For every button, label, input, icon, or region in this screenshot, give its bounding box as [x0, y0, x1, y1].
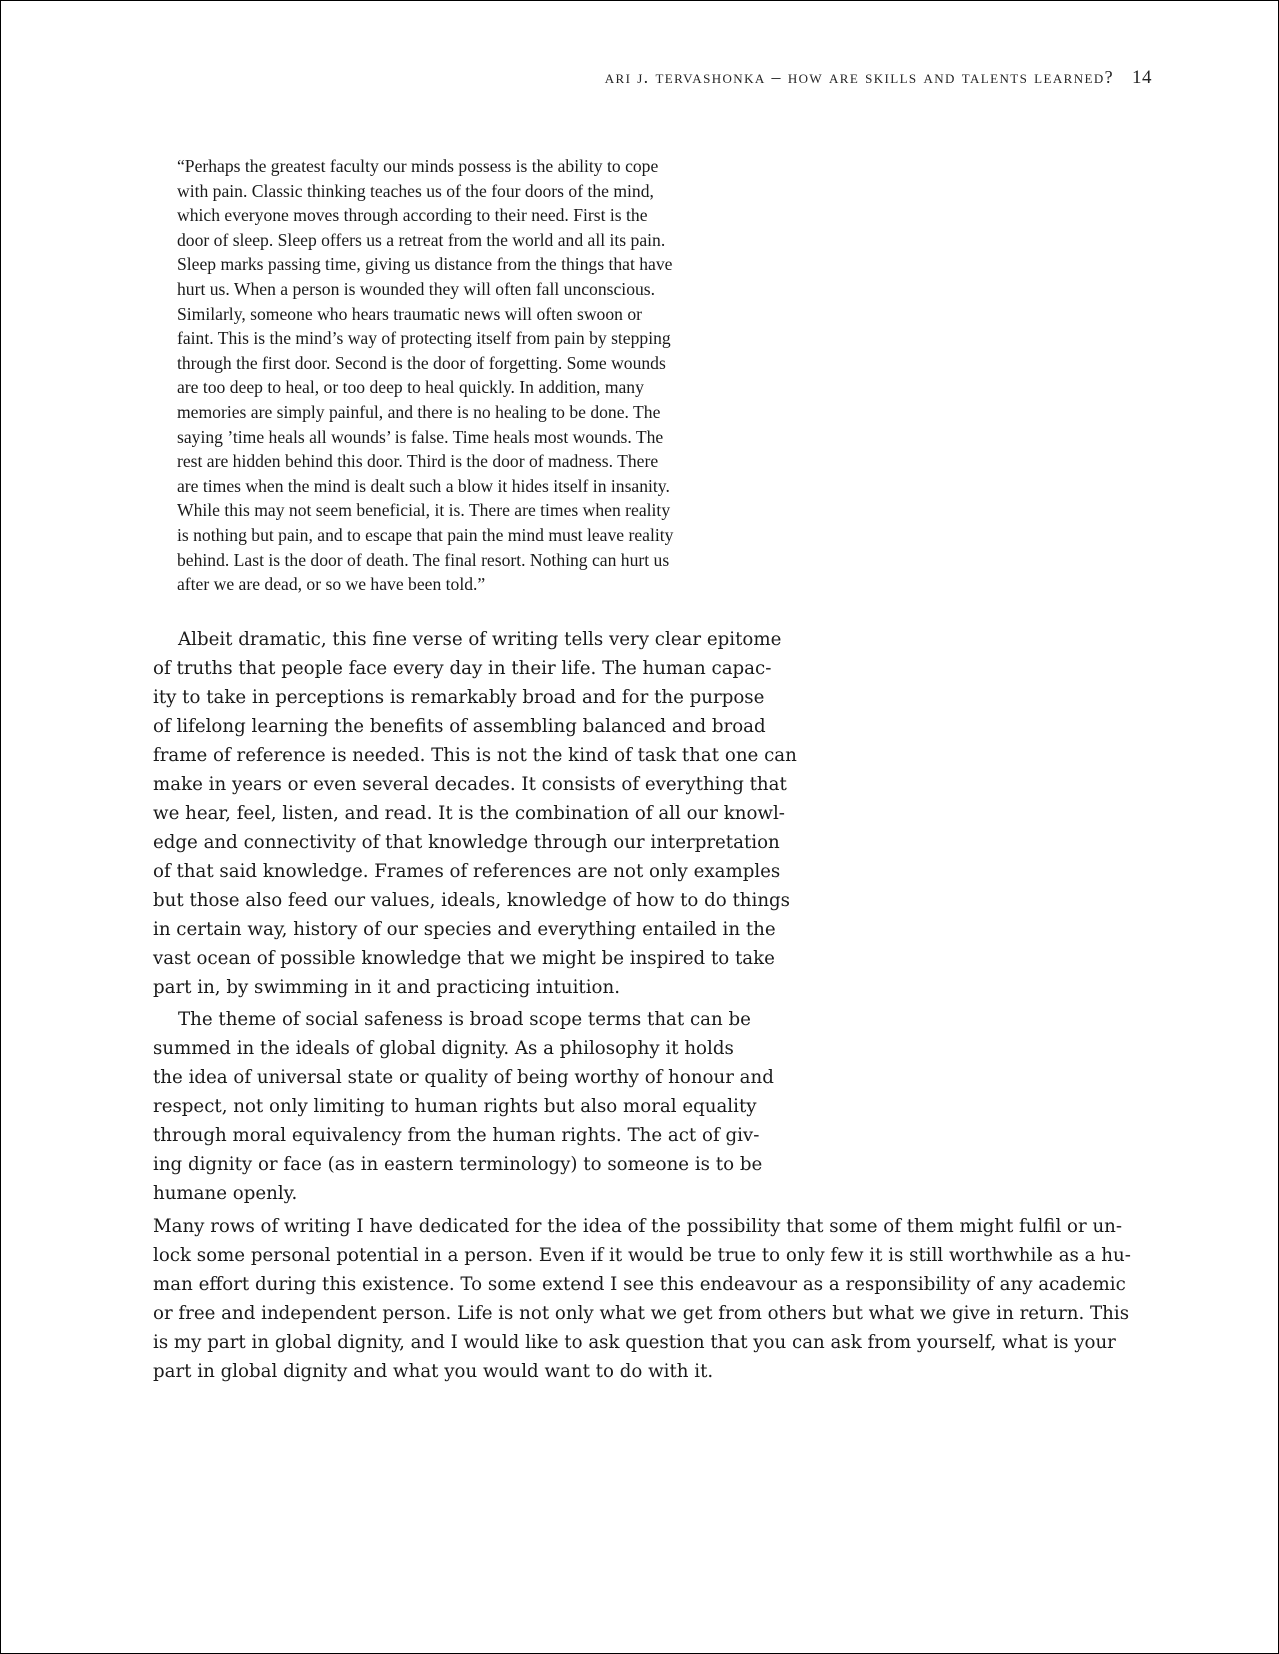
quote-line: with pain. Classic thinking teaches us of the four doors of the mind, — [177, 180, 654, 201]
running-title: ari j. tervashonka – how are skills and talents learned? — [604, 67, 1114, 87]
paragraph-line: of lifelong learning the benefits of assembling balanced and broad — [153, 716, 766, 737]
quote-line: are times when the mind is dealt such a blow it hides itself in insanity. — [177, 475, 670, 496]
paragraph-line: man effort during this existence. To some extend I see this endeavour as a responsibility of any academic — [153, 1274, 1126, 1295]
paragraph-line: ity to take in perceptions is remarkably broad and for the purpose — [153, 687, 765, 708]
quote-line: hurt us. When a person is wounded they will often fall unconscious. — [177, 278, 656, 299]
paragraph-line: we hear, feel, listen, and read. It is the combination of all our knowl- — [153, 803, 785, 824]
quote-line: is nothing but pain, and to escape that pain the mind must leave reality — [177, 524, 674, 545]
paragraph-line: humane openly. — [153, 1183, 298, 1204]
quote-line: While this may not seem beneficial, it is. There are times when reality — [177, 500, 671, 521]
quote-line: which everyone moves through according to their need. First is the — [177, 205, 648, 226]
quote-line: saying ’time heals all wounds’ is false. Time heals most wounds. The — [177, 426, 664, 447]
paragraph-line: the idea of universal state or quality of being worthy of honour and — [153, 1067, 774, 1088]
paragraph-line: summed in the ideals of global dignity. As a philosophy it holds — [153, 1038, 734, 1059]
paragraph-line: Albeit dramatic, this fine verse of writing tells very clear epitome — [178, 629, 782, 650]
quote-line: “Perhaps the greatest faculty our minds possess is the ability to cope — [177, 156, 659, 176]
paragraph-1 — [153, 625, 813, 1002]
paragraph-line: of that said knowledge. Frames of references are not only examples — [153, 861, 781, 882]
paragraph-line: respect, not only limiting to human rights but also moral equality — [153, 1096, 757, 1117]
quote-line: door of sleep. Sleep offers us a retreat from the world and all its pain. — [177, 229, 666, 250]
quote-line: faint. This is the mind’s way of protecting itself from pain by stepping — [177, 328, 671, 349]
paragraph-2 — [153, 1005, 813, 1208]
paragraph-line: make in years or even several decades. It consists of everything that — [153, 774, 787, 795]
paragraph-line: part in, by swimming in it and practicing intuition. — [153, 977, 620, 998]
running-header — [605, 67, 1152, 89]
quote-line: rest are hidden behind this door. Third is the door of madness. There — [177, 451, 659, 472]
paragraph-3 — [153, 1212, 1153, 1386]
paragraph-line: of truths that people face every day in their life. The human capac- — [153, 658, 772, 679]
quote-line: through the first door. Second is the door of forgetting. Some wounds — [177, 352, 666, 373]
quote-line: memories are simply painful, and there is no healing to be done. The — [177, 401, 661, 422]
paragraph-line: lock some personal potential in a person. Even if it would be true to only few it is still worthwhile as a hu- — [153, 1245, 1131, 1266]
paragraph-line: or free and independent person. Life is not only what we get from others but what we give in return. This — [153, 1303, 1130, 1324]
block-quote — [177, 154, 777, 597]
quote-line: behind. Last is the door of death. The final resort. Nothing can hurt us — [177, 549, 670, 570]
paragraph-line: ing dignity or face (as in eastern terminology) to someone is to be — [153, 1154, 763, 1175]
paragraph-line: frame of reference is needed. This is not the kind of task that one can — [153, 745, 797, 766]
paragraph-line: but those also feed our values, ideals, knowledge of how to do things — [153, 890, 791, 911]
paragraph-line: edge and connectivity of that knowledge through our interpretation — [153, 832, 780, 853]
paragraph-line: Many rows of writing I have dedicated for the idea of the possibility that some of them might fulfil or un- — [153, 1216, 1123, 1237]
quote-line: Sleep marks passing time, giving us distance from the things that have — [177, 254, 673, 275]
paragraph-line: part in global dignity and what you would want to do with it. — [153, 1361, 714, 1382]
paragraph-line: in certain way, history of our species and everything entailed in the — [153, 919, 776, 940]
paragraph-line: The theme of social safeness is broad scope terms that can be — [178, 1009, 751, 1030]
paragraph-line: through moral equivalency from the human rights. The act of giv- — [153, 1125, 760, 1146]
paragraph-line: vast ocean of possible knowledge that we might be inspired to take — [153, 948, 775, 969]
quote-line: are too deep to heal, or too deep to heal quickly. In addition, many — [177, 377, 644, 398]
page-number: 14 — [1132, 67, 1152, 88]
quote-line: Similarly, someone who hears traumatic news will often swoon or — [177, 303, 642, 324]
paragraph-line: is my part in global dignity, and I would like to ask question that you can ask from yourself, what is your — [153, 1332, 1116, 1353]
quote-line: after we are dead, or so we have been told.” — [177, 574, 486, 595]
